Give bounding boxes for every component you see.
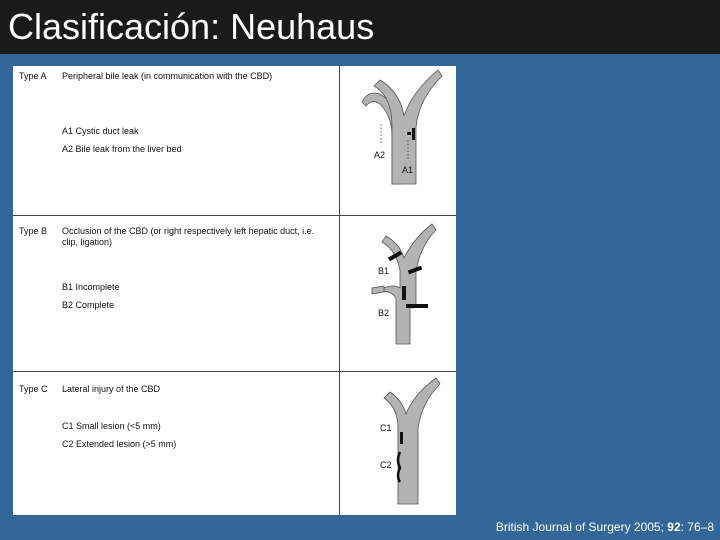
type-c-item-2: C2 Extended lesion (>5 mm) [62,439,177,449]
row-type-b [13,216,456,372]
citation-suffix: : 76–8 [680,520,714,534]
row-type-c [13,372,456,515]
citation-volume: 92 [667,520,681,534]
bile-duct-shape [384,378,440,504]
type-c-diagram [340,372,456,515]
type-a-heading: Peripheral bile leak (in communication with the CBD) [62,71,273,81]
gallbladder-shape [372,286,384,294]
clip-marker [412,128,415,140]
type-b-heading: Occlusion of the CBD (or right respectively left hepatic duct, i.e. clip, ligation) [62,226,315,247]
type-a-diagram [340,66,456,216]
label-a2: A2 [374,150,386,160]
type-c-heading: Lateral injury of the CBD [62,384,161,394]
clip-marker [402,286,406,300]
label-b1: B1 [378,266,390,276]
clip-marker [406,304,428,308]
clip-marker [407,132,411,135]
bile-duct-shape [382,224,436,344]
label-b2: B2 [378,308,390,318]
citation [496,520,714,534]
type-b-label: Type B [19,226,48,236]
type-c-label: Type C [19,384,48,394]
type-b-diagram [340,216,456,372]
slide-title: Clasificación: Neuhaus [8,6,375,47]
citation-prefix: British Journal of Surgery 2005; [495,520,668,534]
type-c-item-1: C1 Small lesion (<5 mm) [62,421,161,431]
type-b-item-1: B1 Incomplete [62,282,120,292]
label-c2: C2 [380,460,392,470]
label-a1: A1 [402,165,414,175]
row-type-a [13,66,456,216]
classification-figure [13,66,456,515]
type-a-item-1: A1 Cystic duct leak [62,126,139,136]
type-a-item-2: A2 Bile leak from the liver bed [62,144,182,154]
type-b-item-2: B2 Complete [62,300,115,310]
title-bar [0,0,720,54]
label-c1: C1 [380,423,392,433]
type-a-label: Type A [19,71,47,81]
lesion-marker [400,432,403,444]
